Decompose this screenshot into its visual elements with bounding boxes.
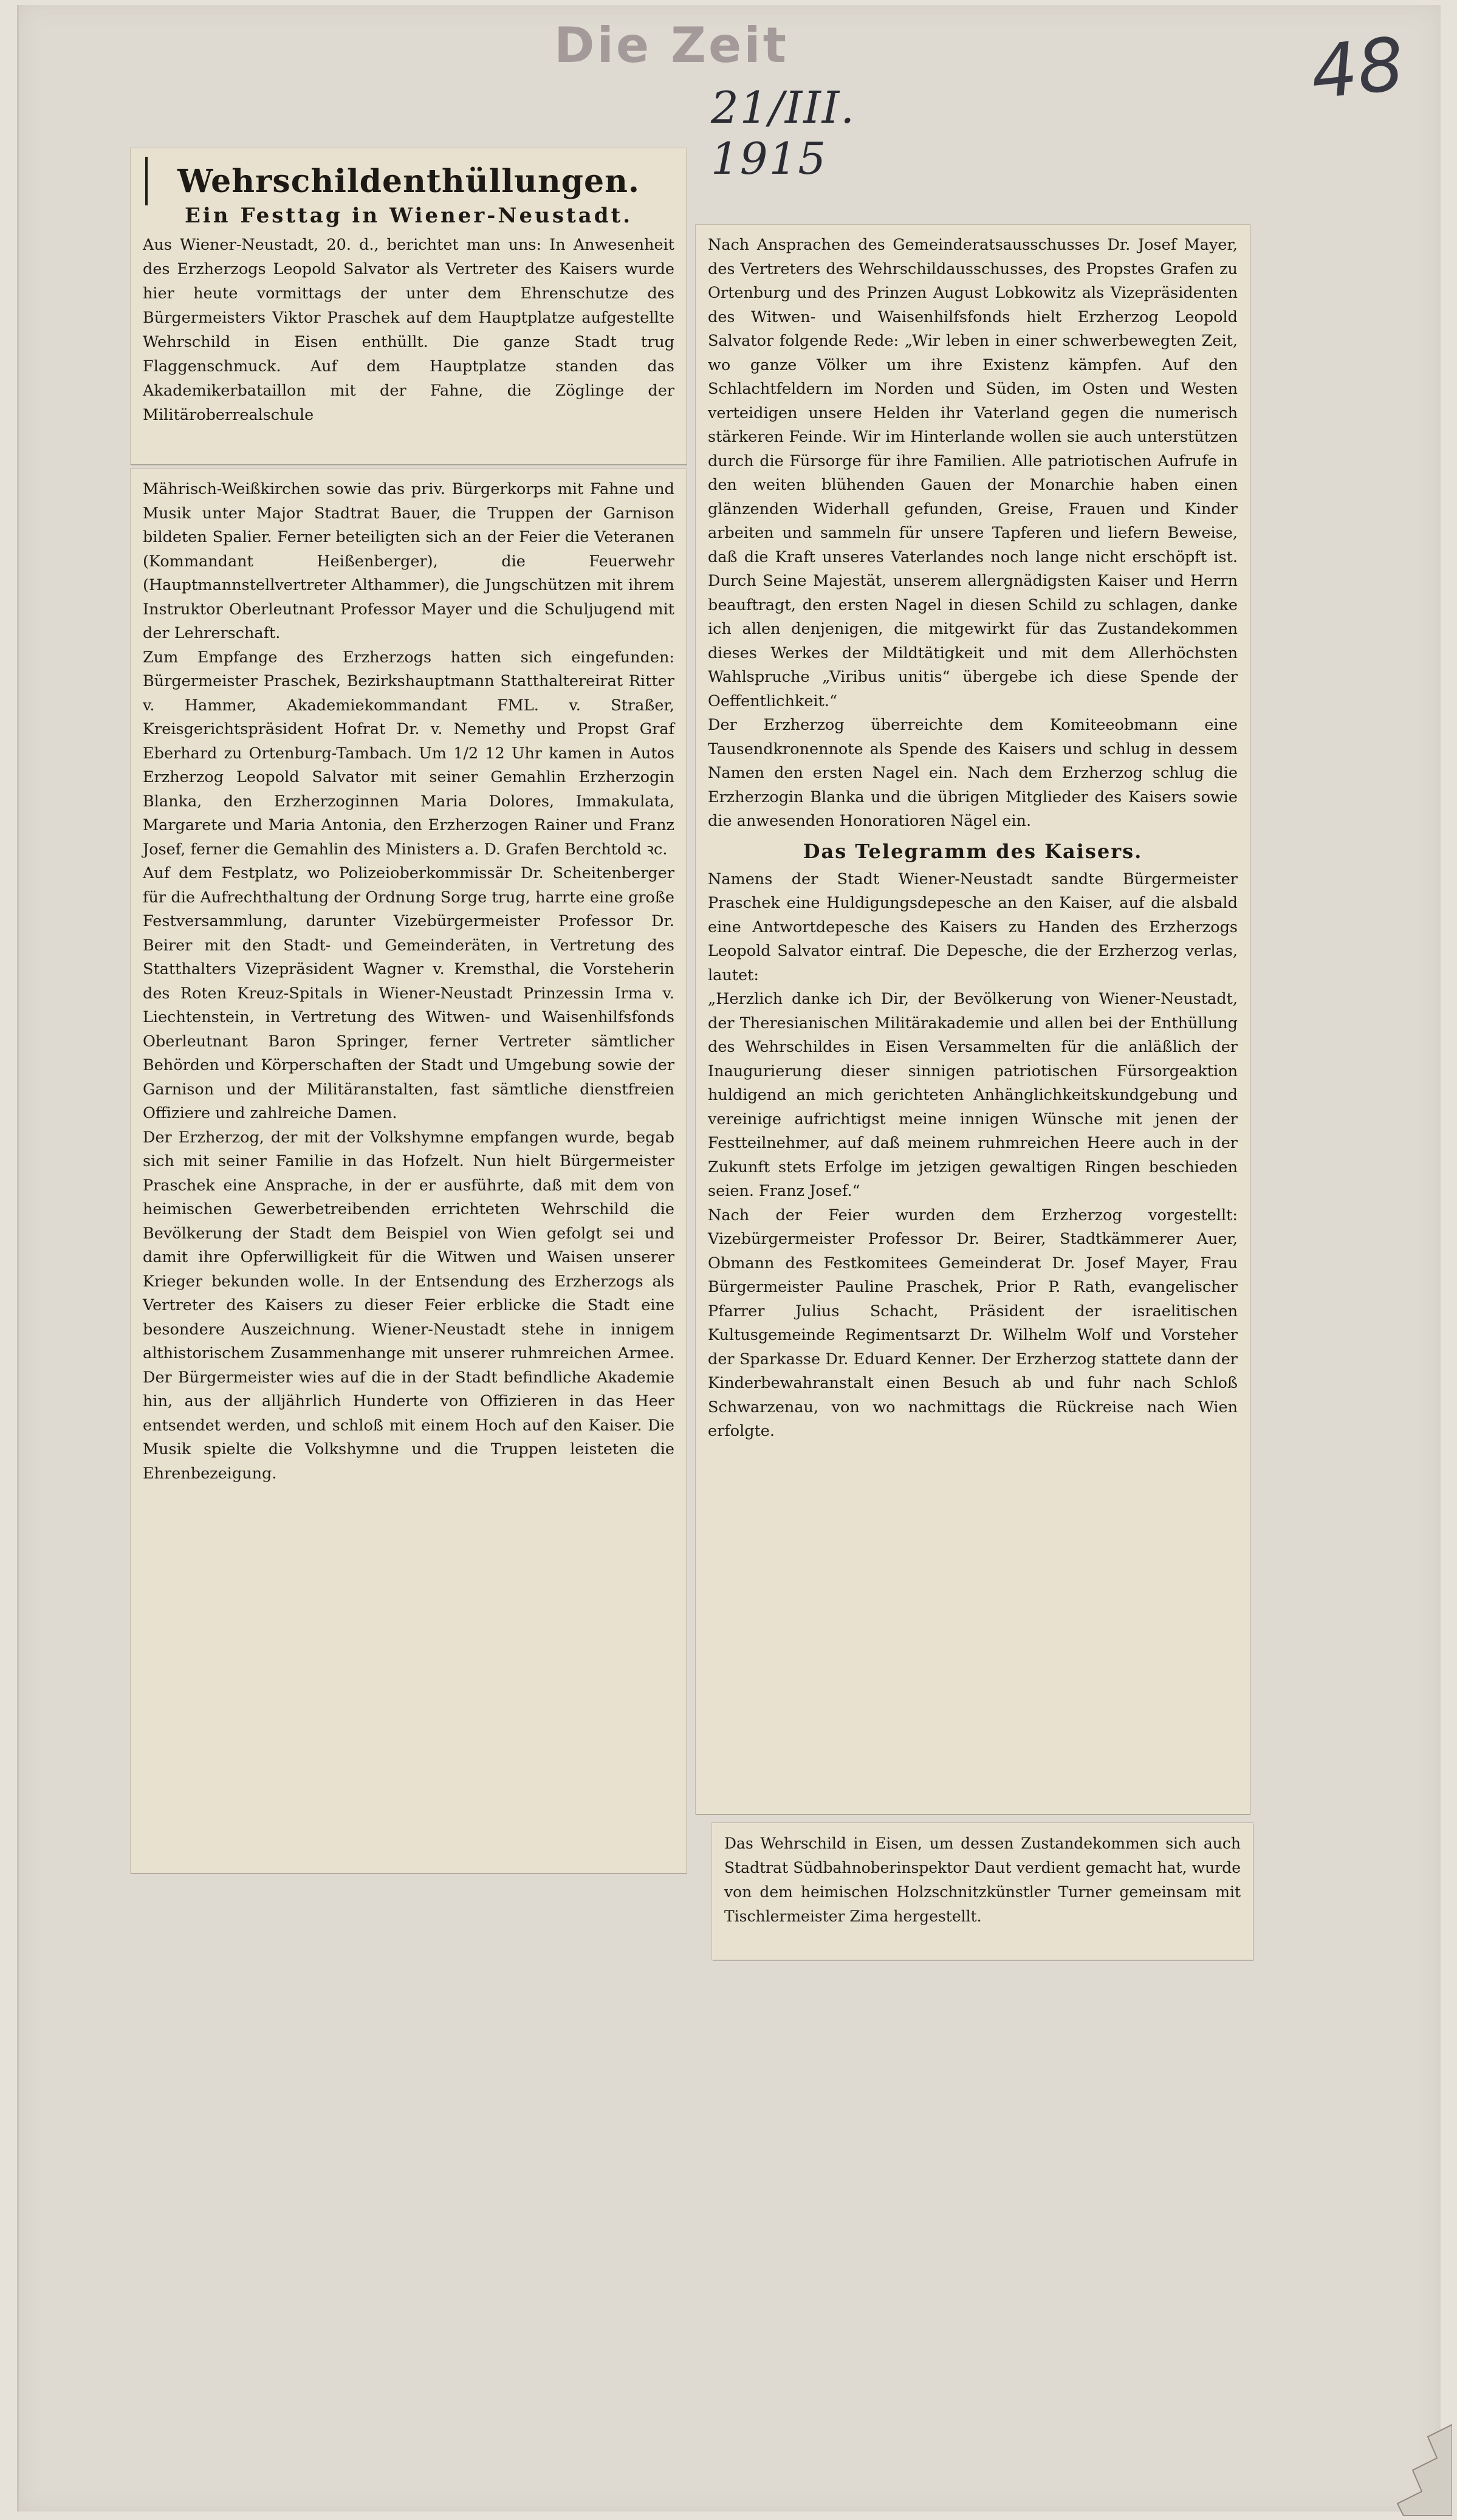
clipping-left-top — [131, 148, 687, 464]
article-paragraph-closing: Das Wehrschild in Eisen, um dessen Zustandekommen sich auch Stadtrat Südbahnoberinspektor Daut verdient gemacht hat, wurde von dem heimischen Holzschnitzkünstler Turner gemeinsam mit Tischlermeister Zima hergestellt. — [724, 1835, 1241, 1925]
section-heading-telegram: Das Telegramm des Kaisers. — [803, 839, 1143, 863]
article-paragraphs-right-2: Namens der Stadt Wiener-Neustadt sandte Bürgermeister Praschek eine Huldigungsdepesche an den Kaiser, auf die alsbald eine Antwortdepesche des Kaisers zu Handen des Erzherzogs Leopold Salvator eintraf. Die Depesche, die der Erzherzog verlas, lautet: „Herzlich danke ich Dir, der Bevölkerung von Wiener-Neustadt, der Theresianischen Militärakademie und allen bei der Enthüllung des Wehrschildes in Eisen Versammelten für die anläßlich der Inaugurierung dieser sinnigen patriotischen Fürsorgeaktion huldigend an mich gerichteten Anhänglichkeitskundgebung und vereinige aufrichtigst meine innigen Wünsche mit jenen der Festteilnehmer, auf daß meinem ruhmreichen Heere auch in der Zukunft stets Erfolge im jetzigen gewaltigen Ringen beschieden seien. Franz Josef.“ Nach der Feier wurden dem Erzherzog vorgestellt: Vizebürgermeister Professor Dr. Beirer, Stadtkämmerer Auer, Obmann des Festkomitees Gemeinderat Dr. Josef Mayer, Frau Bürgermeister Pauline Praschek, Prior P. Rath, evangelischer Pfarrer Julius Schacht, Präsident der israelitischen Kultusgemeinde Regimentsarzt Dr. Wilhelm Wolf und Vorsteher der Sparkasse Dr. Eduard Kenner. Der Erzherzog stattete dann der Kinderbewahranstalt einen Besuch ab und fuhr nach Schloß Schwarzenau, von wo nachmittags die Rückreise nach Wien erfolgte. — [708, 870, 1238, 1440]
archive-stamp: Die Zeit — [554, 17, 789, 74]
torn-corner-decoration — [1337, 2412, 1452, 2516]
article-headline: Wehrschildenthüllungen. — [177, 163, 640, 200]
clipping-bottom-right — [712, 1823, 1253, 1960]
handwritten-date: 21/III. 1915 — [711, 82, 856, 184]
clipping-left-bottom — [131, 469, 687, 1873]
margin-mark — [145, 157, 148, 205]
article-paragraph-1: Aus Wiener-Neustadt, 20. d., berichtet man uns: In Anwesenheit des Erzherzogs Leopold Salvator als Vertreter des Kaisers wurde hier heute vormittags der unter dem Ehrenschutze des Bürgermeisters Viktor Praschek auf dem Hauptplatze aufgestellte Wehrschild in Eisen enthüllt. Die ganze Stadt trug Flaggenschmuck. Auf dem Hauptplatze standen das Akademikerbataillon mit der Fahne, die Zöglinge der Militäroberrealschule — [143, 236, 674, 424]
handwritten-page-number: 48 — [1306, 22, 1408, 116]
article-paragraphs-left: Mährisch-Weißkirchen sowie das priv. Bürgerkorps mit Fahne und Musik unter Major Stadtrat Bauer, die Truppen der Garnison bildeten Spalier. Ferner beteiligten sich an der Feier die Veteranen (Kommandant Heißenberger), die Feuerwehr (Hauptmannstellvertreter Althammer), die Jungschützen mit ihrem Instruktor Oberleutnant Professor Mayer und die Schuljugend mit der Lehrerschaft. Zum Empfange des Erzherzogs hatten sich eingefunden: Bürgermeister Praschek, Bezirkshauptmann Statthaltereirat Ritter v. Hammer, Akademiekommandant FML. v. Straßer, Kreisgerichtspräsident Hofrat Dr. v. Nemethy und Propst Graf Eberhard zu Ortenburg-Tambach. Um 1/2 12 Uhr kamen in Autos Erzherzog Leopold Salvator mit seiner Gemahlin Erzherzogin Blanka, den Erzherzoginnen Maria Dolores, Immakulata, Margarete und Maria Antonia, den Erzherzogen Rainer und Franz Josef, ferner die Gemahlin des Ministers a. D. Grafen Berchtold ꝛc. Auf dem Festplatz, wo Polizeioberkommissär Dr. Scheitenberger für die Aufrechthaltung der Ordnung Sorge trug, harrte eine große Festversammlung, darunter Vizebürgermeister Professor Dr. Beirer mit den Stadt- und Gemeinderäten, in Vertretung des Statthalters Vizepräsident Wagner v. Kremsthal, die Vorsteherin des Roten Kreuz-Spitals in Wiener-Neustadt Prinzessin Irma v. Liechtenstein, in Vertretung des Witwen- und Waisenhilfsfonds Oberleutnant Baron Springer, ferner Vertreter sämtlicher Behörden und Körperschaften der Stadt und Umgebung sowie der Garnison und der Militäranstalten, fast sämtliche dienstfreien Offiziere und zahlreiche Damen. Der Erzherzog, der mit der Volkshymne empfangen wurde, begab sich mit seiner Familie in das Hofzelt. Nun hielt Bürgermeister Praschek eine Ansprache, in der er ausführte, daß mit dem von heimischen Gewerbetreibenden errichteten Wehrschild die Bevölkerung der Stadt dem Beispiel von Wien gefolgt sei und damit ihre Opferwilligkeit für die Witwen und Waisen unserer Krieger bekunden wolle. In der Entsendung des Erzherzogs als Vertreter des Kaisers zu dieser Feier erblicke die Stadt eine besondere Auszeichnung. Wiener-Neustadt stehe in innigem althistorischem Zusammenhange mit unserer ruhmreichen Armee. Der Bürgermeister wies auf die in der Stadt befindliche Akademie hin, aus der alljährlich Hunderte von Offizieren in das Heer entsendet werden, und schloß mit einem Hoch auf den Kaiser. Die Musik spielte die Volkshymne und die Truppen leisteten die Ehrenbezeigung. — [143, 480, 674, 1483]
clipping-right — [696, 225, 1250, 1814]
article-paragraphs-right-1: Nach Ansprachen des Gemeinderatsausschusses Dr. Josef Mayer, des Vertreters des Wehrschildausschusses, des Propstes Grafen zu Ortenburg und des Prinzen August Lobkowitz als Vizepräsidenten des Witwen- und Waisenhilfsfonds hielt Erzherzog Leopold Salvator folgende Rede: „Wir leben in einer schwerbewegten Zeit, wo ganze Völker um ihre Existenz kämpfen. Auf den Schlachtfeldern im Norden und Süden, im Osten und Westen verteidigen unsere Helden ihr Vaterland gegen die numerisch stärkeren Feinde. Wir im Hinterlande wollen sie auch unterstützen durch die Fürsorge für ihre Familien. Alle patriotischen Aufrufe in den weiten blühenden Gauen der Monarchie haben einen glänzenden Widerhall gefunden, Greise, Frauen und Kinder arbeiten und sammeln für unsere Tapferen und liefern Beweise, daß die Kraft unseres Vaterlandes noch lange nicht erschöpft ist. Durch Seine Majestät, unserem allergnädigsten Kaiser und Herrn beauftragt, den ersten Nagel in diesen Schild zu schlagen, danke ich allen denjenigen, die mitgewirkt für das Zustandekommen dieses Werkes der Mildtätigkeit und mit dem Allerhöchsten Wahlspruche „Viribus unitis“ übergebe ich diese Spende der Oeffentlichkeit.“ Der Erzherzog überreichte dem Komiteeobmann eine Tausendkronennote als Spende des Kaisers und schlug in dessem Namen den ersten Nagel ein. Nach dem Erzherzog schlug die Erzherzogin Blanka und die übrigen Mitglieder des Kaisers sowie die anwesenden Honoratioren Nägel ein. — [708, 236, 1238, 830]
article-subhead: Ein Festtag in Wiener-Neustadt. — [184, 204, 633, 228]
